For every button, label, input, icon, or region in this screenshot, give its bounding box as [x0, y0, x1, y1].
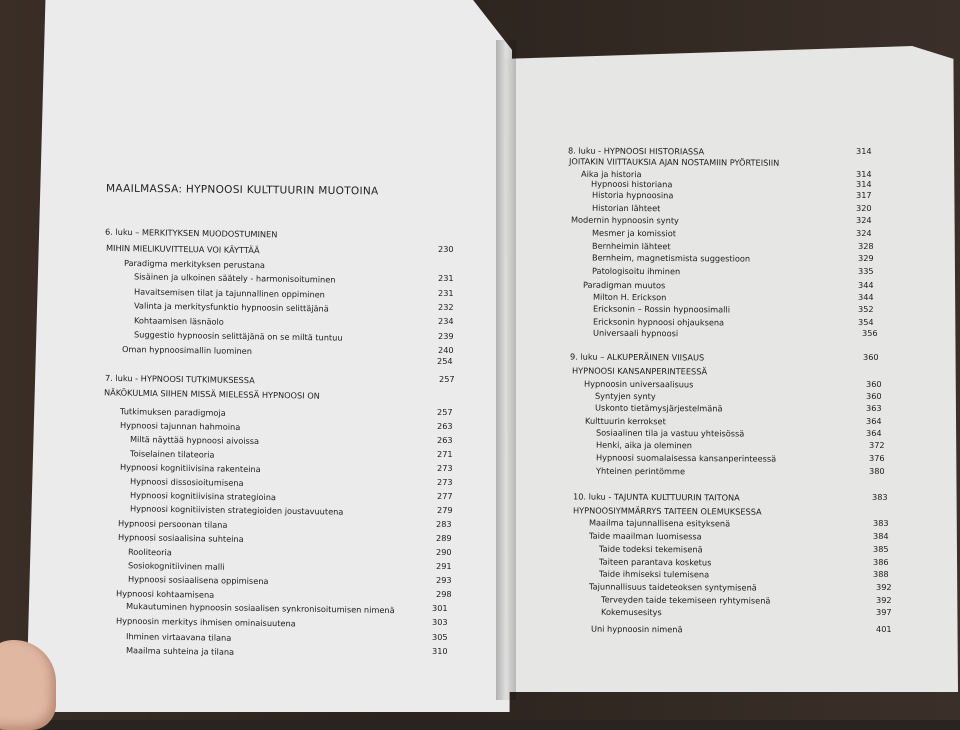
- right-toc-entry: Bernheimin lähteet: [591, 240, 671, 252]
- left-toc-page-number: 232: [438, 302, 454, 312]
- left-toc-entry: Valinta ja merkitysfunktio hypnoosin selittäjänä: [133, 300, 329, 314]
- right-toc-page-number: 388: [873, 569, 889, 579]
- left-toc-page-number: 254: [437, 356, 453, 366]
- right-toc-page-number: 401: [876, 624, 892, 634]
- right-toc-entry: Terveyden taide tekemiseen ryhtymisenä: [600, 594, 771, 606]
- left-toc-page-number: 239: [438, 331, 454, 341]
- left-toc-entry: Ihminen virtaavana tilana: [125, 631, 232, 643]
- left-toc-entry: Rooliteoria: [127, 546, 172, 558]
- right-toc-entry: Taide ihmiseksi tulemisena: [598, 568, 710, 580]
- left-toc-entry: MIHIN MIELIKUVITTELUA VOI KÄYTTÄÄ: [105, 242, 260, 256]
- right-toc-entry: Henki, aika ja oleminen: [595, 439, 693, 451]
- right-toc-entry: Taide todeksi tekemisenä: [598, 543, 703, 555]
- left-toc-entry: NÄKÖKULMIA SIIHEN MISSÄ MIELESSÄ HYPNOOSI ON: [103, 387, 320, 401]
- right-toc-entry: Yhteinen perintömme: [595, 465, 686, 477]
- right-toc-page-number: 392: [876, 582, 892, 592]
- right-toc-page-number: 364: [866, 428, 882, 438]
- left-toc-page-number: 231: [438, 288, 454, 298]
- right-toc-entry: HYPNOOSI KANSANPERINTEESSÄ: [571, 365, 708, 377]
- left-toc-entry: Hypnoosi kohtaamisena: [115, 588, 215, 600]
- right-toc-page-number: 363: [866, 403, 882, 413]
- left-toc-entry: Oman hypnoosimallin luominen: [121, 343, 253, 357]
- left-toc-entry: Hypnoosi sosiaalisena oppimisena: [127, 573, 269, 587]
- left-toc-page-number: 303: [432, 617, 448, 627]
- left-toc-entry: Kohtaamisen läsnäolo: [133, 315, 224, 327]
- left-toc-page-number: 240: [438, 345, 454, 355]
- left-toc-page-number: 263: [437, 435, 453, 445]
- right-toc-page-number: 360: [866, 379, 882, 389]
- right-toc-entry: Modernin hypnoosin synty: [570, 214, 679, 226]
- right-toc-entry: Milton H. Erickson: [592, 291, 667, 303]
- right-toc-entry: Paradigman muutos: [582, 279, 666, 291]
- left-toc-page-number: 310: [432, 646, 448, 656]
- right-toc-entry: Hypnoosi historiana: [590, 178, 673, 190]
- right-toc-entry: Ericksonin hypnoosi ohjauksena: [592, 316, 725, 328]
- left-toc-entry: 7. luku - HYPNOOSI TUTKIMUKSESSA: [104, 372, 255, 386]
- right-toc-page-number: 324: [856, 228, 872, 238]
- section-heading: MAAILMASSA: HYPNOOSI KULTTUURIN MUOTOINA: [105, 182, 379, 198]
- right-toc-page-number: 372: [869, 440, 885, 450]
- left-toc-entry: Sisäinen ja ulkoinen säätely - harmonisoituminen: [133, 271, 336, 285]
- right-toc-page-number: 397: [876, 607, 892, 617]
- right-toc-page-number: 317: [856, 190, 872, 200]
- left-toc-page-number: 257: [439, 374, 455, 384]
- right-toc-page-number: 324: [856, 215, 872, 225]
- left-toc-page-number: 279: [437, 505, 453, 515]
- right-toc-entry: Universaali hypnoosi: [592, 327, 679, 339]
- right-toc-page-number: 314: [856, 146, 872, 156]
- right-toc-entry: Aika ja historia: [580, 168, 642, 180]
- right-toc-entry: JOITAKIN VIITTAUKSIA AJAN NOSTAMIIN PYÖRTEISIIN: [568, 156, 780, 168]
- left-toc-page-number: 231: [438, 273, 454, 283]
- left-toc-page-number: 293: [436, 575, 452, 585]
- left-toc-page-number: 271: [437, 449, 453, 459]
- right-toc-entry: Hypnoosin universaalisuus: [583, 378, 694, 390]
- right-toc-page-number: 384: [873, 531, 889, 541]
- right-toc-entry: Taiteen parantava kosketus: [598, 556, 712, 568]
- left-toc-page-number: 305: [432, 632, 448, 642]
- left-toc-page-number: 273: [437, 477, 453, 487]
- right-toc-entry: Patologisoitu ihminen: [591, 265, 681, 277]
- right-toc-page-number: 380: [869, 466, 885, 476]
- left-toc-page-number: 301: [432, 603, 448, 613]
- right-toc-page-number: 314: [856, 179, 872, 189]
- right-toc-page-number: 320: [856, 203, 872, 213]
- right-toc-entry: Hypnoosi suomalaisessa kansanperinteessä: [595, 452, 777, 464]
- right-toc-entry: Ericksonin – Rossin hypnoosimalli: [592, 303, 731, 315]
- right-toc-entry: 9. luku – ALKUPERÄINEN VIISAUS: [569, 351, 705, 363]
- right-toc-entry: Historia hypnoosina: [591, 189, 674, 201]
- left-toc-entry: 6. luku – MERKITYKSEN MUODOSTUMINEN: [104, 226, 278, 240]
- right-toc-entry: Kulttuurin kerrokset: [584, 415, 666, 427]
- right-toc-entry: Uni hypnoosin nimenä: [590, 623, 683, 635]
- right-toc-entry: Historian lähteet: [591, 202, 661, 214]
- right-toc-page-number: 383: [873, 518, 889, 528]
- left-toc-entry: Paradigma merkityksen perustana: [123, 257, 266, 271]
- left-toc-page-number: 263: [437, 421, 453, 431]
- left-toc-entry: Mukautuminen hypnoosin sosiaalisen synkronisoitumisen nimenä: [125, 600, 395, 616]
- left-toc-page-number: 257: [437, 407, 453, 417]
- left-toc-entry: Hypnoosin merkitys ihmisen ominaisuutena: [115, 615, 296, 629]
- left-toc-entry: Sosiokognitiivinen malli: [127, 560, 225, 572]
- left-toc-entry: Suggestio hypnoosin selittäjänä on se miltä tuntuu: [133, 329, 343, 343]
- left-toc-entry: Hypnoosi kognitiivisten strategioiden joustavuutena: [129, 503, 344, 517]
- right-toc-page-number: 386: [873, 557, 889, 567]
- left-toc-entry: Hypnoosi dissosioitumisena: [129, 476, 244, 488]
- right-toc-page-number: 352: [858, 304, 874, 314]
- left-toc-page-number: 290: [436, 547, 452, 557]
- left-toc-page-number: 283: [436, 519, 452, 529]
- left-toc-page-number: 291: [436, 561, 452, 571]
- right-toc-page-number: 385: [873, 544, 889, 554]
- right-toc-page-number: 376: [869, 453, 885, 463]
- left-toc-page-number: 273: [437, 463, 453, 473]
- right-toc-page-number: 344: [858, 280, 874, 290]
- right-toc-page-number: 328: [858, 241, 874, 251]
- left-toc-entry: Havaitsemisen tilat ja tajunnallinen oppiminen: [133, 286, 326, 300]
- left-toc-entry: Miltä näyttää hypnoosi aivoissa: [129, 433, 260, 447]
- right-toc-entry: Syntyjen synty: [594, 390, 656, 402]
- right-toc-entry: 10. luku - TAJUNTA KULTTUURIN TAITONA: [572, 491, 740, 503]
- right-toc-page-number: 383: [872, 492, 888, 502]
- left-toc-entry: Hypnoosi sosiaalisina suhteina: [117, 532, 244, 544]
- left-toc-entry: Hypnoosi kognitiivisina strategioina: [129, 489, 277, 503]
- left-toc-page-number: 277: [437, 491, 453, 501]
- right-toc-page-number: 364: [866, 416, 882, 426]
- left-toc-page-number: 298: [436, 589, 452, 599]
- right-toc-page-number: 392: [876, 595, 892, 605]
- right-toc-entry: Maailma tajunnallisena esityksenä: [588, 517, 731, 529]
- left-toc-page-number: 230: [438, 244, 454, 254]
- right-toc-entry: Bernheim, magnetismista suggestioon: [591, 252, 751, 264]
- right-toc-page-number: 314: [856, 169, 872, 179]
- right-toc-page-number: 354: [858, 317, 874, 327]
- right-toc-entry: Mesmer ja komissiot: [591, 227, 677, 239]
- right-toc-entry: HYPNOOSIYMMÄRRYS TAITEEN OLEMUKSESSA: [572, 505, 762, 517]
- right-toc-page-number: 335: [858, 266, 874, 276]
- left-toc-entry: Hypnoosi kognitiivisina rakenteina: [119, 461, 261, 475]
- left-toc-entry: Hypnoosi persoonan tilana: [117, 518, 228, 530]
- right-toc-entry: Kokemusesitys: [600, 606, 662, 618]
- right-toc-entry: 8. luku - HYPNOOSI HISTORIASSA: [567, 145, 705, 157]
- right-toc-entry: Taide maailman luomisessa: [588, 530, 702, 542]
- left-toc-entry: Hypnoosi tajunnan hahmoina: [119, 420, 241, 432]
- left-toc-entry: Tutkimuksen paradigmoja: [119, 406, 226, 418]
- right-toc-entry: Tajunnallisuus taideteoksen syntymisenä: [588, 581, 757, 593]
- right-toc-entry: Uskonto tietämysjärjestelmänä: [594, 402, 723, 414]
- right-toc-entry: Sosiaalinen tila ja vastuu yhteisössä: [595, 427, 745, 439]
- right-toc-page-number: 356: [862, 328, 878, 338]
- right-toc-page-number: 360: [866, 391, 882, 401]
- left-toc-page-number: 234: [438, 316, 454, 326]
- right-toc-page-number: 360: [863, 352, 879, 362]
- left-toc-page-number: 289: [436, 533, 452, 543]
- left-toc-entry: Maailma suhteina ja tilana: [125, 645, 235, 657]
- right-toc-page-number: 329: [858, 253, 874, 263]
- right-toc-page-number: 344: [858, 292, 874, 302]
- left-toc-entry: Toiselainen tilateoria: [129, 448, 215, 460]
